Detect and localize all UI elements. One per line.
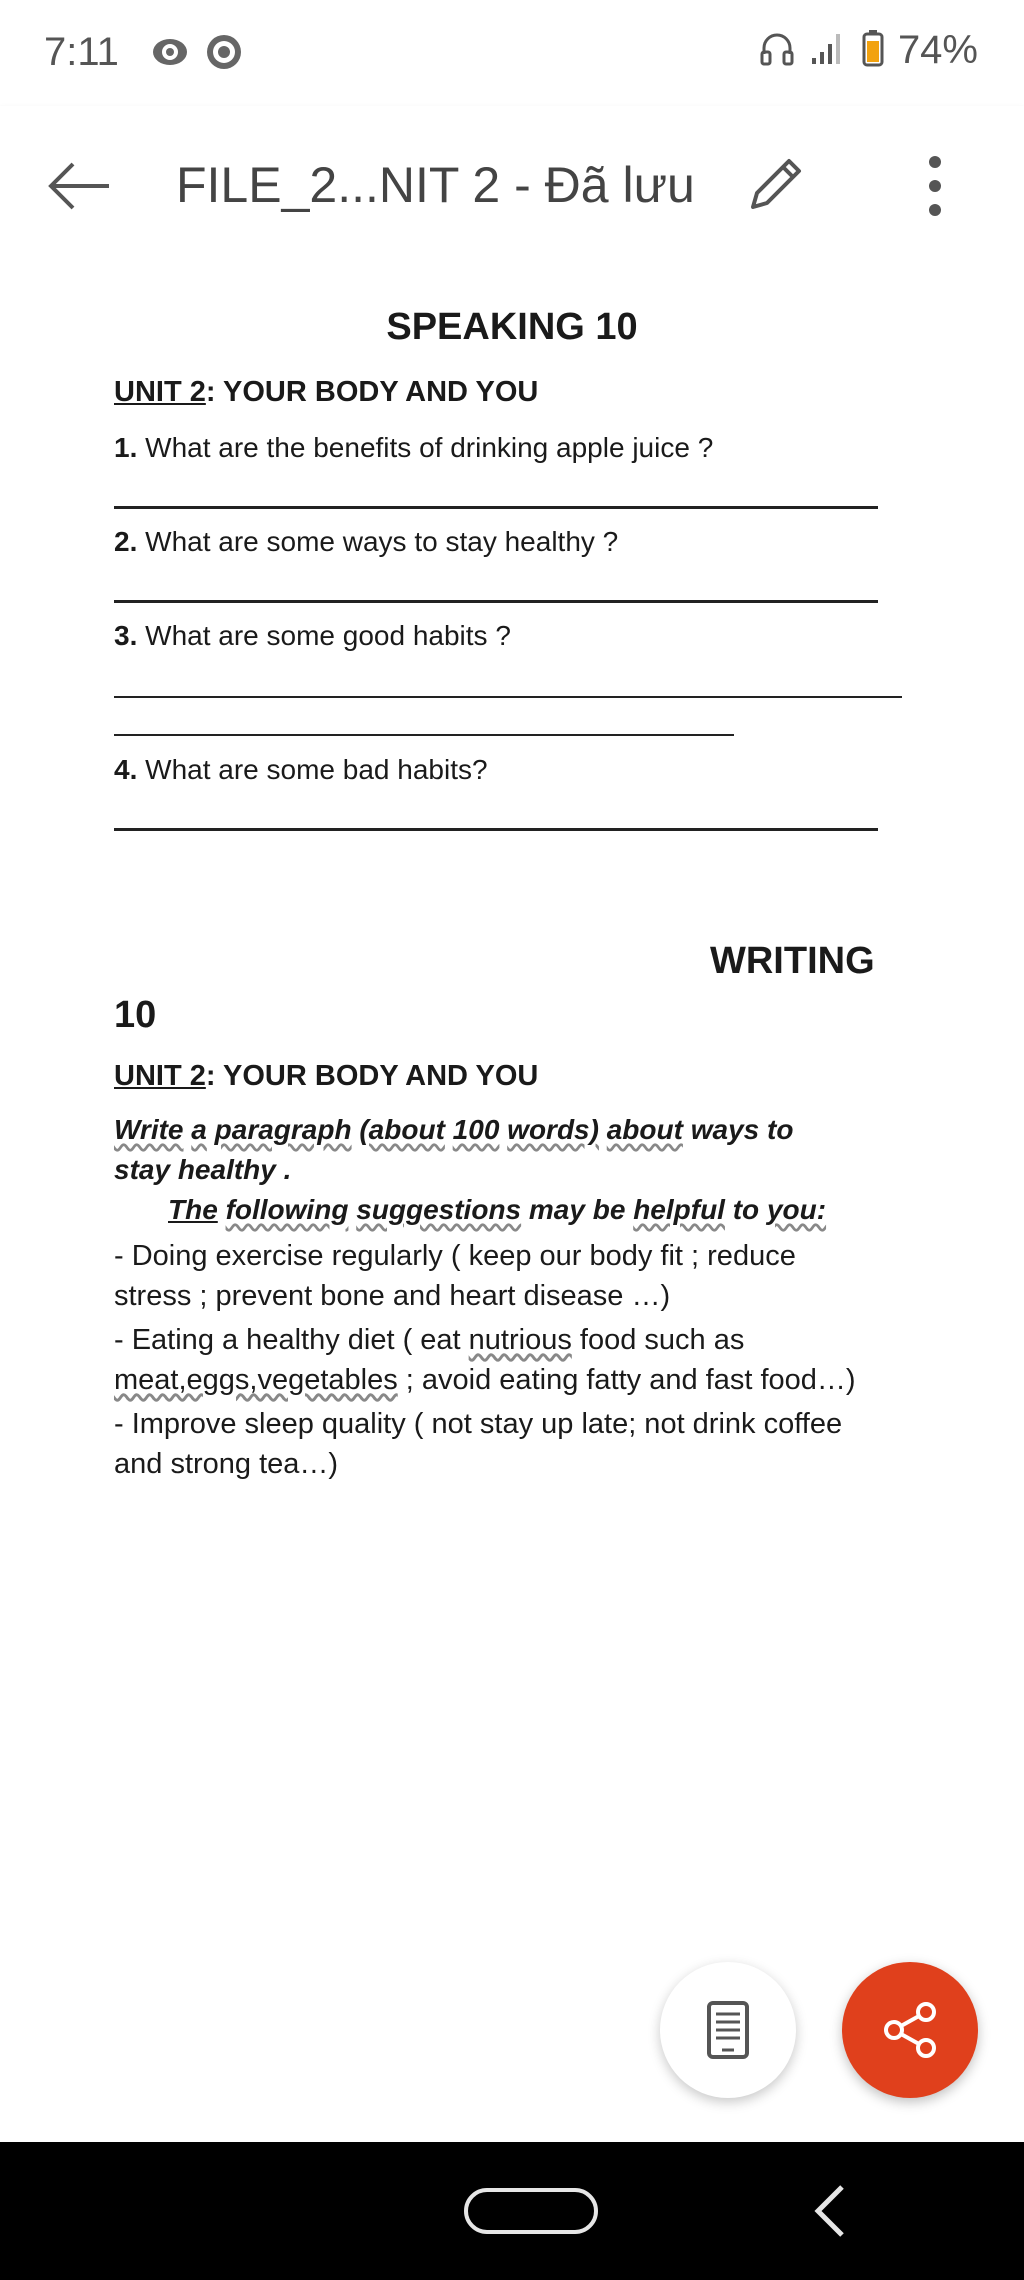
headphones-icon — [760, 30, 794, 71]
back-chevron-icon — [810, 2181, 850, 2241]
writing-heading-number: 10 — [114, 994, 157, 1036]
answer-line — [114, 506, 878, 509]
intro-word: The — [168, 1194, 218, 1225]
answer-line — [114, 600, 878, 603]
text-run: food such as — [571, 1324, 745, 1356]
speaking-heading: SPEAKING 10 — [386, 306, 638, 348]
instr-word: about — [606, 1114, 683, 1145]
status-system-icons — [760, 28, 978, 73]
writing-instruction-line-2: stay healthy . — [114, 1154, 292, 1185]
edit-button[interactable] — [734, 146, 814, 226]
back-button[interactable] — [38, 146, 118, 226]
question-text: What are some bad habits? — [137, 754, 488, 785]
question-number: 3. — [114, 620, 138, 651]
speaking-question-3 — [114, 620, 511, 652]
instr-word: paragraph — [214, 1114, 352, 1145]
question-text: What are some ways to stay healthy ? — [137, 526, 619, 557]
intro-word: to — [732, 1194, 760, 1225]
home-pill-icon[interactable] — [464, 2188, 598, 2234]
intro-word: may be — [528, 1194, 626, 1225]
instr-word: ways to — [682, 1114, 794, 1145]
text-run: meat,eggs,vegetables — [114, 1364, 398, 1396]
writing-unit-label: UNIT 2 — [114, 1060, 206, 1092]
writing-unit-heading — [114, 1060, 538, 1093]
share-button[interactable] — [842, 1962, 978, 2098]
intro-word: helpful — [633, 1194, 725, 1225]
suggestion-intro — [168, 1194, 826, 1226]
text-run: - Eating a healthy diet ( eat — [114, 1324, 469, 1356]
eye-icon — [150, 32, 190, 72]
more-vertical-icon — [925, 154, 945, 218]
intro-word: following — [225, 1194, 349, 1225]
question-text: What are the benefits of drinking apple juice ? — [137, 432, 714, 463]
document-title: FILE_2...NIT 2 - Đã lưu — [176, 157, 695, 213]
reader-mode-button[interactable] — [660, 1962, 796, 2098]
text-run: ; avoid eating fatty and fast food…) — [397, 1364, 856, 1396]
writing-heading: WRITING — [710, 940, 875, 982]
battery-percent: 74% — [897, 28, 978, 72]
question-number: 1. — [114, 432, 138, 463]
answer-line — [114, 696, 902, 698]
instr-word: words) — [507, 1114, 599, 1145]
speaking-question-2 — [114, 526, 618, 558]
instr-word: (about — [359, 1114, 445, 1145]
instr-word: Write — [114, 1114, 184, 1145]
signal-icon — [808, 30, 848, 71]
intro-word: suggestions — [356, 1194, 522, 1225]
status-bar — [0, 0, 1024, 106]
system-nav-bar — [0, 2142, 1024, 2280]
speaking-unit-title: : YOUR BODY AND YOU — [205, 376, 539, 408]
target-icon — [204, 32, 244, 72]
suggestion-exercise-line-2: stress ; prevent bone and heart disease …) — [114, 1280, 671, 1312]
more-options-button[interactable] — [900, 146, 970, 226]
writing-instruction — [114, 1114, 793, 1146]
speaking-unit-label: UNIT 2 — [114, 376, 206, 408]
speaking-question-1 — [114, 432, 713, 464]
reader-mode-icon — [706, 2000, 750, 2060]
question-number: 4. — [114, 754, 138, 785]
app-bar — [0, 106, 1024, 266]
suggestion-diet-line-1 — [114, 1324, 744, 1357]
pencil-icon — [739, 151, 809, 221]
document-page[interactable] — [0, 266, 1024, 2142]
speaking-question-4 — [114, 754, 488, 786]
writing-unit-title: : YOUR BODY AND YOU — [205, 1060, 539, 1092]
suggestion-sleep-line-1: - Improve sleep quality ( not stay up late; not drink coffee — [114, 1408, 843, 1440]
suggestion-exercise-line-1: - Doing exercise regularly ( keep our body fit ; reduce — [114, 1240, 796, 1272]
back-arrow-icon — [43, 156, 113, 216]
status-time: 7:11 — [44, 30, 119, 74]
suggestion-sleep-line-2: and strong tea…) — [114, 1448, 339, 1480]
status-notification-icons — [150, 32, 244, 72]
suggestion-diet-line-2 — [114, 1364, 856, 1397]
question-text: What are some good habits ? — [137, 620, 511, 651]
instr-word: 100 — [452, 1114, 500, 1145]
share-icon — [878, 1998, 942, 2062]
instr-word: a — [191, 1114, 207, 1145]
text-run: nutrious — [468, 1324, 572, 1356]
question-number: 2. — [114, 526, 138, 557]
intro-word: you: — [766, 1194, 827, 1225]
speaking-unit-heading — [114, 376, 538, 409]
answer-line — [114, 734, 734, 736]
battery-icon — [862, 29, 884, 72]
nav-back-button[interactable] — [800, 2178, 860, 2244]
answer-line — [114, 828, 878, 831]
